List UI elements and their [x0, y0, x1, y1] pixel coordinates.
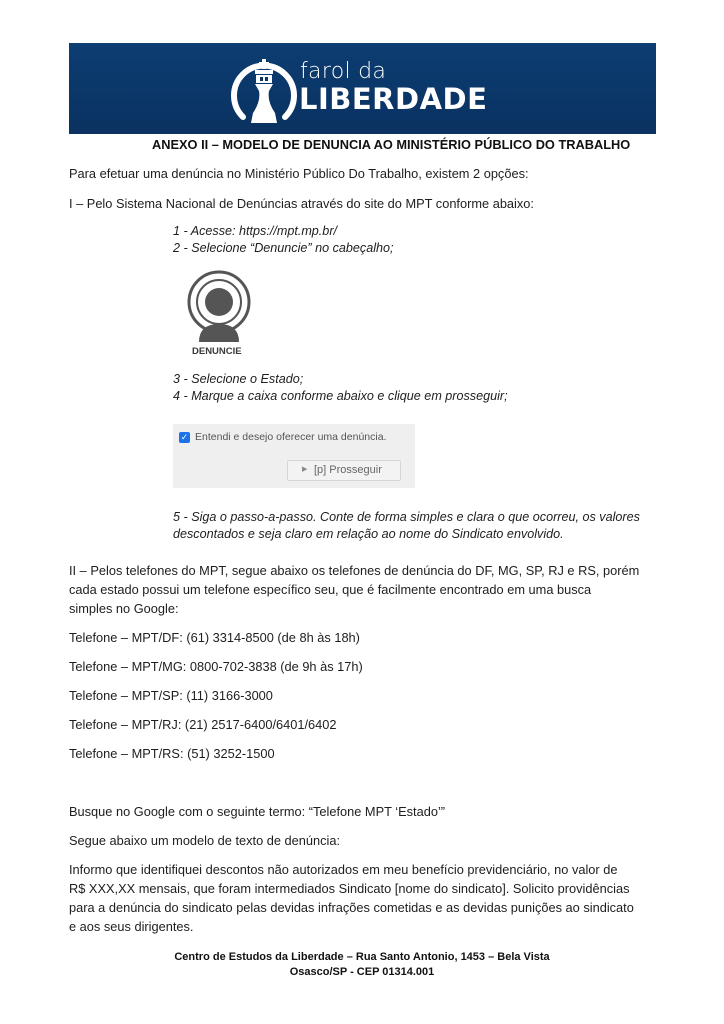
document-title: ANEXO II – MODELO DE DENUNCIA AO MINISTÉRIO PÚBLICO DO TRABALHO	[152, 137, 631, 152]
footer-line-2: Osasco/SP - CEP 01314.001	[289, 966, 435, 978]
step-1: 1 - Acesse: https://mpt.mp.br/	[173, 224, 338, 238]
model-intro: Segue abaixo um modelo de texto de denúncia:	[69, 833, 341, 848]
model-text-line-4: e aos seus dirigentes.	[69, 919, 194, 934]
model-text-line-2: R$ XXX,XX mensais, que foram intermediados Sindicato [nome do sindicato]. Solicito providências	[69, 881, 630, 896]
step-4: 4 - Marque a caixa conforme abaixo e clique em prosseguir;	[173, 389, 508, 403]
logo-text-small: farol da	[300, 59, 387, 84]
footer-line-1: Centro de Estudos da Liberdade – Rua Santo Antonio, 1453 – Bela Vista	[174, 951, 550, 963]
phone-rs: Telefone – MPT/RS: (51) 3252-1500	[69, 746, 275, 761]
phone-sp: Telefone – MPT/SP: (11) 3166-3000	[69, 688, 273, 703]
phone-rj: Telefone – MPT/RJ: (21) 2517-6400/6401/6402	[69, 717, 337, 732]
confirm-checkbox[interactable]: ✓	[180, 432, 189, 442]
person-broadcast-icon	[183, 268, 255, 358]
phone-df: Telefone – MPT/DF: (61) 3314-8500 (de 8h às 18h)	[69, 630, 360, 645]
lighthouse-icon	[229, 51, 299, 129]
step-5-line-2: descontados e seja claro em relação ao nome do Sindicato envolvido.	[173, 527, 564, 541]
option-two-line-3: simples no Google:	[69, 601, 179, 616]
proceed-button[interactable]	[287, 460, 401, 481]
step-3: 3 - Selecione o Estado;	[173, 372, 304, 386]
step-2: 2 - Selecione “Denuncie” no cabeçalho;	[173, 241, 394, 255]
search-tip: Busque no Google com o seguinte termo: “Telefone MPT ‘Estado’”	[69, 804, 446, 819]
model-text-line-1: Informo que identifiquei descontos não autorizados em meu benefício previdenciário, no valor de	[69, 862, 618, 877]
model-text-line-3: para a denúncia do sindicato pelas devidas infrações cometidas e as devidas punições ao sindicato	[69, 900, 634, 915]
option-two-line-1: II – Pelos telefones do MPT, segue abaixo os telefones de denúncia do DF, MG, SP, RJ e RS, porém	[69, 563, 640, 578]
option-one-heading: I – Pelo Sistema Nacional de Denúncias através do site do MPT conforme abaixo:	[69, 196, 534, 211]
farol-da-liberdade-logo	[229, 51, 499, 129]
confirmation-form-screenshot	[173, 424, 415, 488]
phone-mg: Telefone – MPT/MG: 0800-702-3838 (de 9h às 17h)	[69, 659, 363, 674]
play-arrow-icon: ▶	[302, 466, 308, 473]
header-banner	[69, 43, 656, 134]
option-two-line-2: cada estado possui um telefone específico seu, que é facilmente encontrado em uma busca	[69, 582, 592, 597]
step-5-line-1: 5 - Siga o passo-a-passo. Conte de forma simples e clara o que ocorreu, os valores	[173, 510, 640, 524]
logo-text-big: LIBERDADE	[299, 82, 488, 116]
proceed-button-label: [p] Prosseguir	[314, 464, 382, 476]
confirm-checkbox-label: Entendi e desejo oferecer uma denúncia.	[195, 431, 387, 443]
intro-paragraph: Para efetuar uma denúncia no Ministério Público Do Trabalho, existem 2 opções:	[69, 166, 529, 181]
denuncie-label: DENUNCIE	[192, 346, 242, 357]
